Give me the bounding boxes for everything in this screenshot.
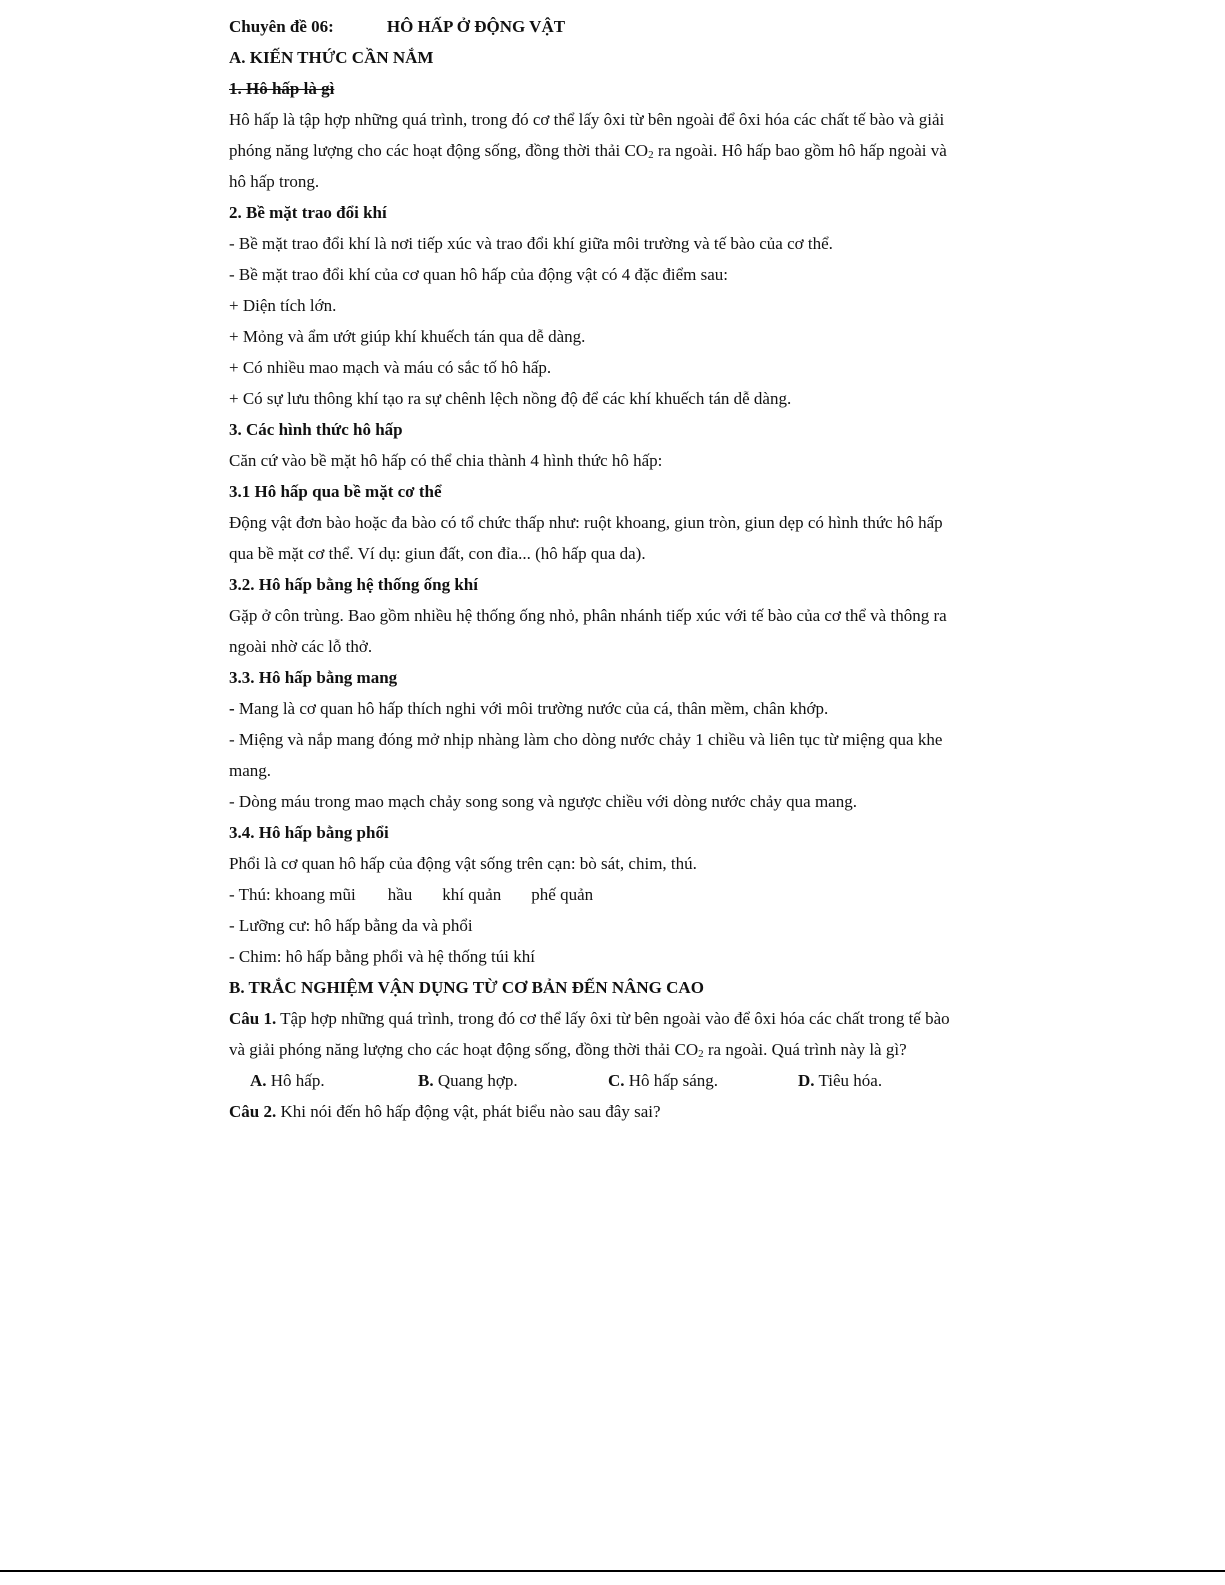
q1-option-c[interactable]	[608, 1065, 798, 1096]
s1-heading	[229, 73, 999, 104]
s1-para-line3: hô hấp trong.	[229, 172, 320, 191]
q1-line1	[229, 1003, 999, 1034]
s33-heading: 3.3. Hô hấp bằng mang	[229, 668, 398, 687]
s32-heading: 3.2. Hô hấp bằng hệ thống ống khí	[229, 575, 478, 594]
s34-line1: Phổi là cơ quan hô hấp của động vật sống trên cạn: bò sát, chim, thú.	[229, 854, 697, 873]
s31-line1: Động vật đơn bào hoặc đa bào có tổ chức thấp như: ruột khoang, giun tròn, giun dẹp có hình thức hô hấp	[229, 513, 943, 532]
s2-line2: - Bề mặt trao đổi khí của cơ quan hô hấp của động vật có 4 đặc điểm sau:	[229, 265, 729, 284]
q2-label: Câu 2.	[229, 1102, 277, 1121]
q1-text-line1: Tập hợp những quá trình, trong đó cơ thể lấy ôxi từ bên ngoài vào để ôxi hóa các chất trong tế bào	[276, 1009, 950, 1028]
s34-thu-b: hầu	[387, 885, 413, 904]
q1-line2	[229, 1034, 999, 1065]
s2-line6: + Có sự lưu thông khí tạo ra sự chênh lệch nồng độ để các khí khuếch tán dễ dàng.	[229, 389, 792, 408]
s2-line1: - Bề mặt trao đổi khí là nơi tiếp xúc và trao đổi khí giữa môi trường và tế bào của cơ thể.	[229, 234, 833, 253]
s3-heading: 3. Các hình thức hô hấp	[229, 420, 403, 439]
section-a-heading: A. KIẾN THỨC CẦN NẮM	[229, 48, 434, 67]
topic-label: Chuyên đề 06:	[229, 17, 334, 36]
s31-heading: 3.1 Hô hấp qua bề mặt cơ thể	[229, 482, 442, 501]
s33-line2: - Miệng và nắp mang đóng mở nhịp nhàng làm cho dòng nước chảy 1 chiều và liên tục từ miệng qua khe	[229, 730, 943, 749]
s2-line5: + Có nhiều mao mạch và máu có sắc tố hô hấp.	[229, 358, 552, 377]
q1-co2-subscript: 2	[698, 1048, 704, 1060]
s2-heading: 2. Bề mặt trao đổi khí	[229, 203, 387, 222]
topic-header	[229, 11, 999, 42]
document-content	[229, 11, 999, 1127]
s34-thu-a: - Thú: khoang mũi	[229, 885, 356, 904]
q1-option-d[interactable]	[798, 1065, 918, 1096]
s34-heading: 3.4. Hô hấp bằng phổi	[229, 823, 389, 842]
q1-option-a-text: Hô hấp.	[266, 1071, 325, 1090]
q1-option-b-key: B.	[418, 1071, 434, 1090]
q1-label: Câu 1.	[229, 1009, 277, 1028]
q1-text-line2-pre: và giải phóng năng lượng cho các hoạt động sống, đồng thời thải CO	[229, 1040, 699, 1059]
topic-title: HÔ HẤP Ở ĐỘNG VẬT	[386, 17, 566, 36]
q1-options	[229, 1065, 999, 1096]
q1-option-b-text: Quang hợp.	[433, 1071, 518, 1090]
s31-line2: qua bề mặt cơ thể. Ví dụ: giun đất, con đỉa... (hô hấp qua da).	[229, 544, 646, 563]
s33-line1-dash: -	[229, 699, 235, 718]
q1-option-d-key: D.	[798, 1071, 815, 1090]
q1-text-line2-post: ra ngoài. Quá trình này là gì?	[703, 1040, 907, 1059]
q1-option-c-text: Hô hấp sáng.	[624, 1071, 719, 1090]
s34-line3: - Lưỡng cư: hô hấp bằng da và phổi	[229, 916, 473, 935]
q2-line	[229, 1096, 999, 1127]
s1-para-line2-pre: phóng năng lượng cho các hoạt động sống, đồng thời thải CO	[229, 141, 649, 160]
s32-line1: Gặp ở côn trùng. Bao gồm nhiều hệ thống ống nhỏ, phân nhánh tiếp xúc với tế bào của cơ thể và thông ra	[229, 606, 947, 625]
s32-line2: ngoài nhờ các lỗ thở.	[229, 637, 373, 656]
s1-para-line2-post: ra ngoài. Hô hấp bao gồm hô hấp ngoài và	[653, 141, 947, 160]
s33-line1	[229, 693, 999, 724]
s3-intro: Căn cứ vào bề mặt hô hấp có thể chia thành 4 hình thức hô hấp:	[229, 451, 663, 470]
s1-para-line2	[229, 135, 999, 166]
s1-para-line1: Hô hấp là tập hợp những quá trình, trong đó cơ thể lấy ôxi từ bên ngoài để ôxi hóa các chất tế bào và giải	[229, 110, 945, 129]
q1-option-b[interactable]	[418, 1065, 608, 1096]
q2-text: Khi nói đến hô hấp động vật, phát biểu nào sau đây sai?	[276, 1102, 661, 1121]
s2-line4: + Mỏng và ẩm ướt giúp khí khuếch tán qua dễ dàng.	[229, 327, 586, 346]
q1-option-c-key: C.	[608, 1071, 625, 1090]
s1-heading-text: 1. Hô hấp là gì	[229, 79, 335, 98]
section-b-heading: B. TRẮC NGHIỆM VẬN DỤNG TỪ CƠ BẢN ĐẾN NÂNG CAO	[229, 978, 704, 997]
s34-thu-c: khí quản	[442, 885, 502, 904]
q1-option-d-text: Tiêu hóa.	[814, 1071, 883, 1090]
co2-subscript: 2	[648, 149, 654, 161]
s34-thu-d: phế quản	[531, 885, 594, 904]
s34-thu-line	[229, 879, 999, 910]
s34-line4: - Chim: hô hấp bằng phổi và hệ thống túi khí	[229, 947, 535, 966]
page-bottom-border	[0, 1570, 1225, 1585]
s2-line3: + Diện tích lớn.	[229, 296, 337, 315]
s33-line4: - Dòng máu trong mao mạch chảy song song và ngược chiều với dòng nước chảy qua mang.	[229, 792, 857, 811]
q1-option-a[interactable]	[250, 1065, 418, 1096]
s33-line3: mang.	[229, 761, 272, 780]
s33-line1-text: Mang là cơ quan hô hấp thích nghi với môi trường nước của cá, thân mềm, chân khớp.	[234, 699, 829, 718]
q1-option-a-key: A.	[250, 1071, 267, 1090]
